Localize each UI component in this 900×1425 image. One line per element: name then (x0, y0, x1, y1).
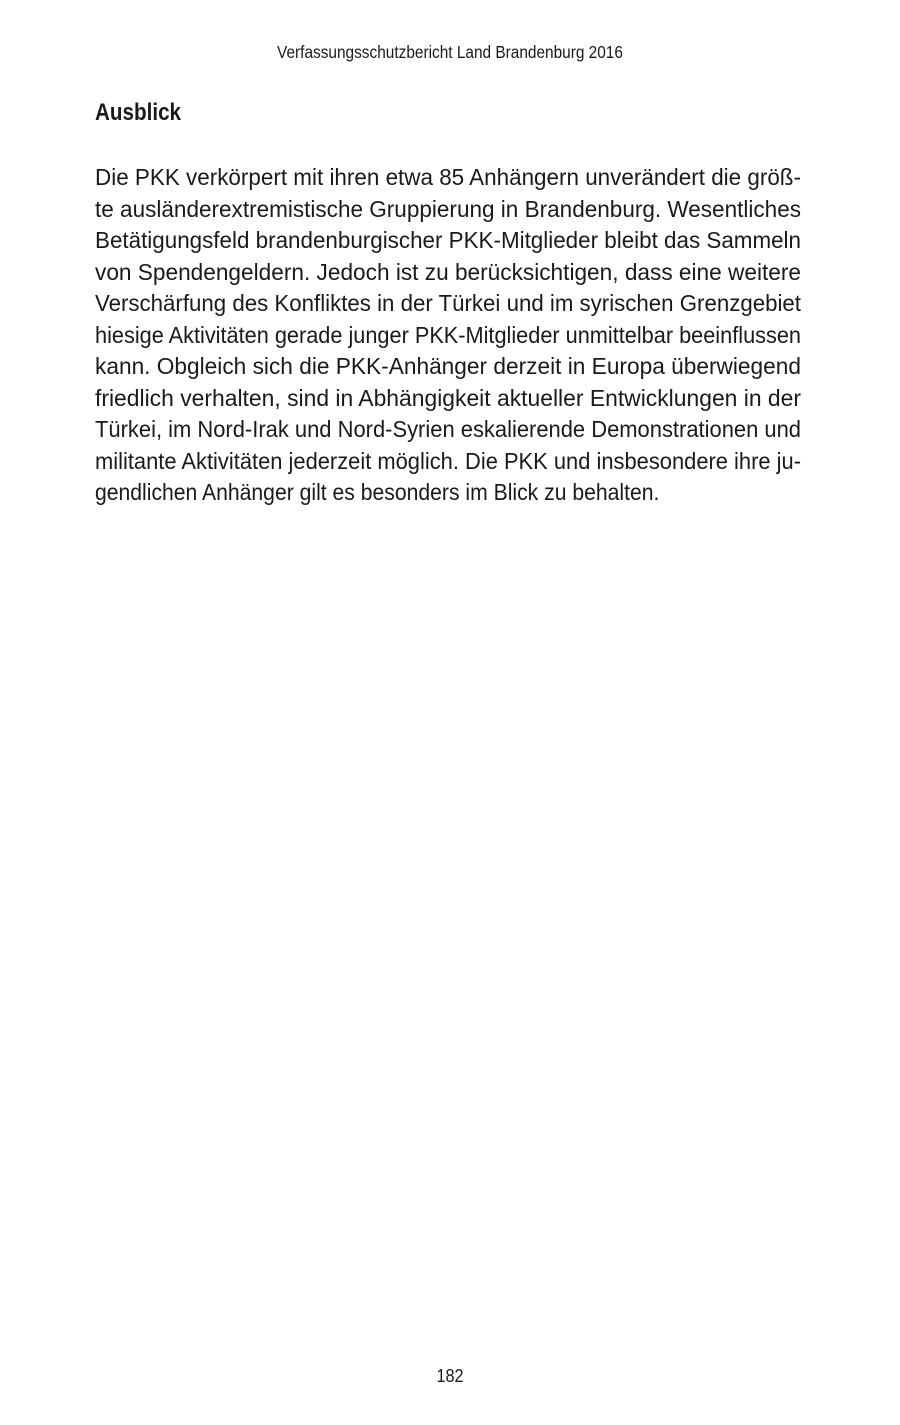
running-header: Verfassungsschutzbericht Land Brandenburg 2016 (277, 42, 623, 62)
body-paragraph (95, 162, 801, 509)
paragraph-line: Die PKK verkörpert mit ihren etwa 85 Anhängern unverändert die größ- (95, 164, 801, 190)
paragraph-line: friedlich verhalten, sind in Abhängigkeit aktueller Entwicklungen in der (95, 384, 801, 411)
paragraph-line: kann. Obgleich sich die PKK-Anhänger derzeit in Europa überwiegend (95, 353, 801, 379)
paragraph-line: militante Aktivitäten jederzeit möglich. Die PKK und insbesondere ihre ju- (95, 447, 801, 474)
paragraph-line: von Spendengeldern. Jedoch ist zu berücksichtigen, dass eine weitere (95, 258, 801, 285)
paragraph-line: te ausländerextremistische Gruppierung in Brandenburg. Wesentliches (95, 195, 801, 222)
paragraph-line: hiesige Aktivitäten gerade junger PKK-Mitglieder unmittelbar beeinflussen (95, 321, 801, 348)
page-number: 182 (436, 1366, 464, 1386)
paragraph-line: gendlichen Anhänger gilt es besonders im Blick zu behalten. (95, 479, 660, 505)
paragraph-line: Betätigungsfeld brandenburgischer PKK-Mitglieder bleibt das Sammeln (95, 227, 801, 253)
paragraph-line: Türkei, im Nord-Irak und Nord-Syrien eskalierende Demonstrationen und (95, 416, 801, 442)
section-heading: Ausblick (95, 99, 182, 126)
paragraph-line: Verschärfung des Konfliktes in der Türkei und im syrischen Grenzgebiet (95, 290, 801, 316)
